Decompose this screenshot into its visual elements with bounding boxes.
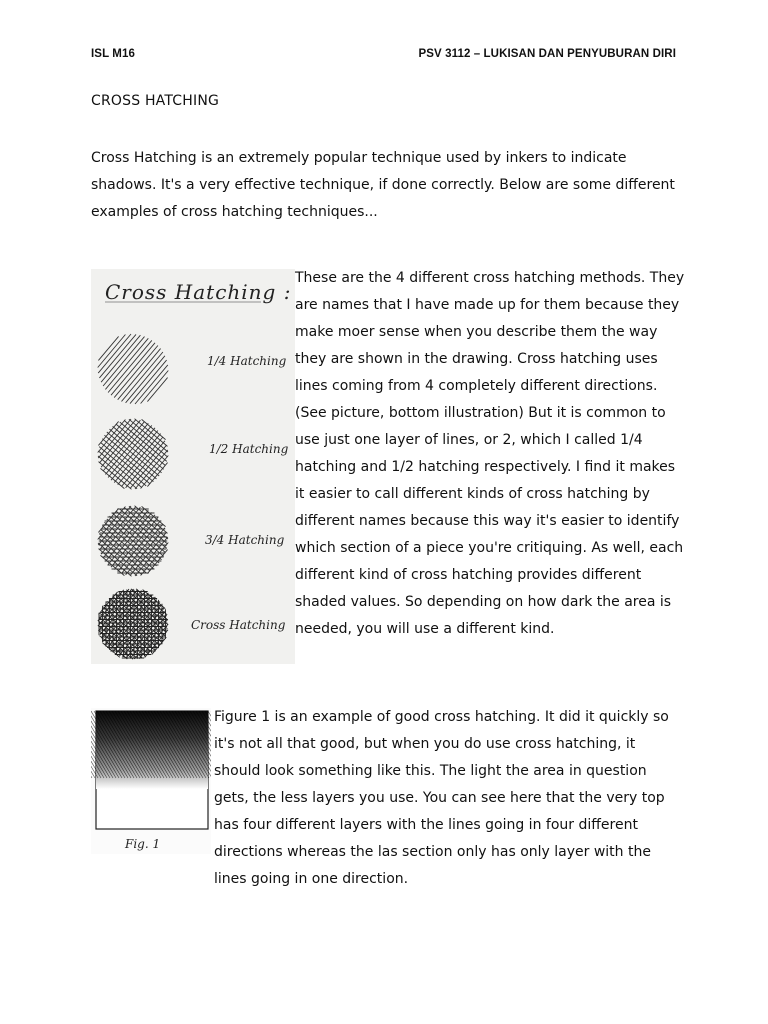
figure-1-example <box>91 708 211 854</box>
intro-paragraph: Cross Hatching is an extremely popular technique used by inkers to indicate shadows. It's a very effective technique, if done correctly. Below are some different examples of cross hatching techniques... <box>91 150 675 220</box>
swatch-quarter-hatching <box>98 334 171 404</box>
figure-1-drawing <box>91 708 211 854</box>
label-cross-hatching: Cross Hatching <box>191 618 286 632</box>
header-left: ISL M16 <box>91 48 135 60</box>
header-right: PSV 3112 – LUKISAN DAN PENYUBURAN DIRI <box>418 48 676 60</box>
example-paragraph: Figure 1 is an example of good cross hatching. It did it quickly so it's not all that good, but when you do use cross hatching, it should look something like this. The light the area in question gets, the less layers you use. You can see here that the very top has four different layers with the lines going in four different directions whereas the las section only has only layer with the lines going in one direction. <box>214 709 669 887</box>
swatch-cross-hatching <box>98 588 169 659</box>
hatching-methods-figure <box>91 269 295 664</box>
label-quarter-hatching: 1/4 Hatching <box>207 354 287 368</box>
label-half-hatching: 1/2 Hatching <box>209 442 289 456</box>
figure-heading: Cross Hatching : <box>105 280 292 304</box>
hatching-methods-drawing <box>91 269 295 664</box>
page-title: CROSS HATCHING <box>91 93 220 109</box>
label-three-quarter-hatching: 3/4 Hatching <box>205 533 285 547</box>
swatch-half-hatching <box>98 419 169 490</box>
figure-1-label: Fig. 1 <box>125 837 161 851</box>
methods-paragraph: These are the 4 different cross hatching methods. They are names that I have made up for them because they make moer sense when you describe them the way they are shown in the drawing. Cross hatching uses lines coming from 4 completely different directions. (See picture, bottom illustration) But it is common to use just one layer of lines, or 2, which I called 1/4 hatching and 1/2 hatching respectively. I find it makes it easier to call different kinds of cross hatching by different names because this way it's easier to identify which section of a piece you're critiquing. As well, each different kind of cross hatching provides different shaded values. So depending on how dark the area is needed, you will use a different kind. <box>295 270 685 637</box>
swatch-three-quarter-hatching <box>98 505 169 577</box>
